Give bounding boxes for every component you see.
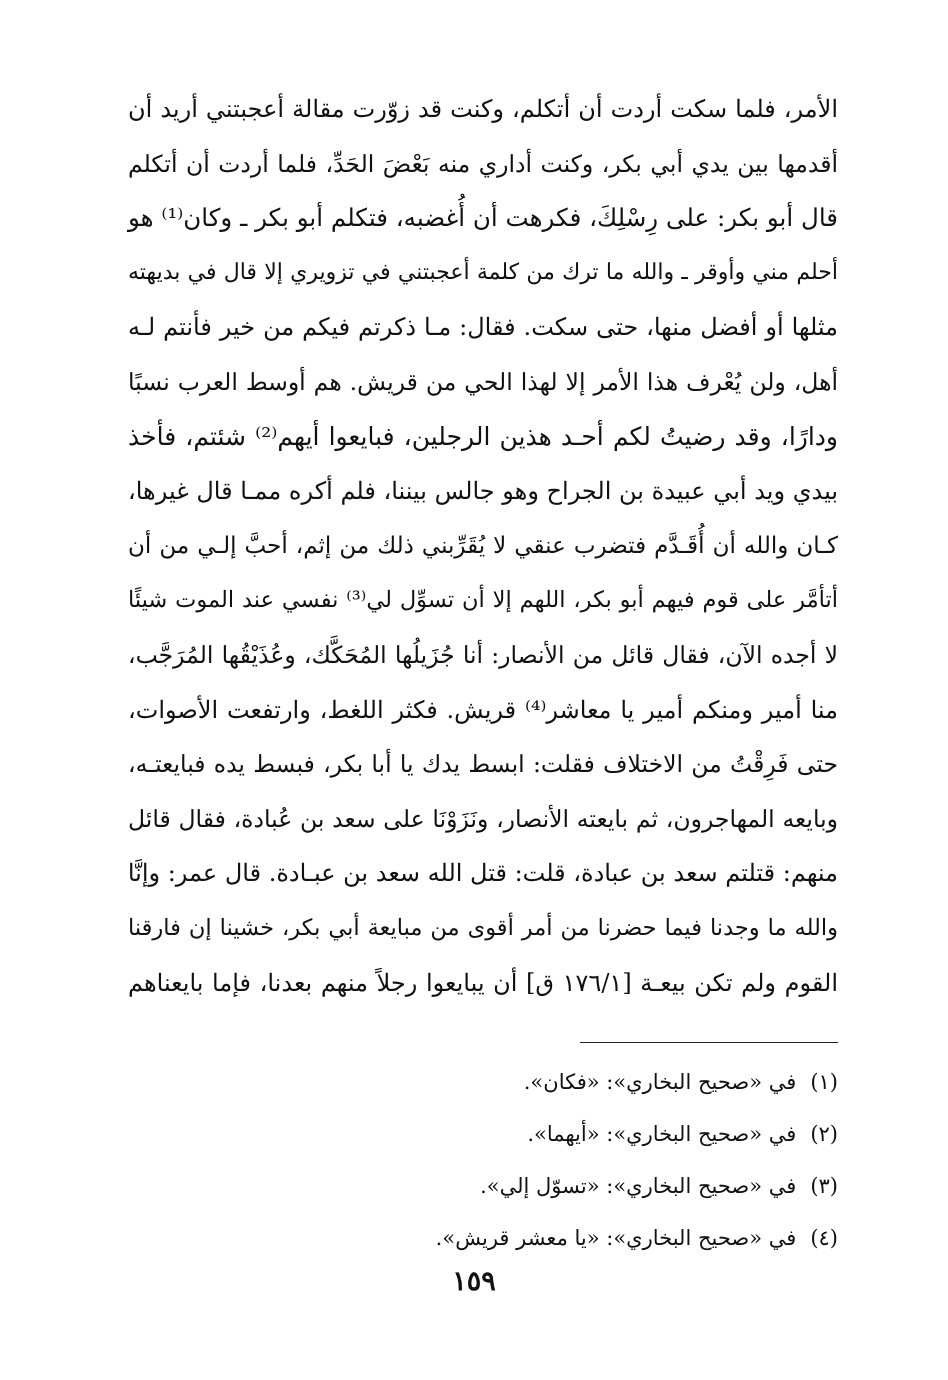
footnote-item	[338, 1108, 838, 1160]
footnotes	[338, 1056, 838, 1264]
text-line: حتى فَرِقْتُ من الاختلاف فقلت: ابسط يدك يا أبا بكر، فبسط يده فبايعتـه،	[128, 750, 838, 779]
footnote-text: في «صحيح البخاري»: «يا معشر قريش».	[435, 1226, 797, 1250]
footnote-text: في «صحيح البخاري»: «فكان».	[523, 1070, 797, 1094]
text-line: وبايعه المهاجرون، ثم بايعته الأنصار، ونَزَوْنَا على سعد بن عُبادة، فقال قائل	[128, 804, 838, 833]
footnote-item	[338, 1056, 838, 1108]
footnote-text: في «صحيح البخاري»: «أيهما».	[527, 1122, 797, 1146]
footnote-number: (١)	[810, 1070, 838, 1094]
text-line: والله ما وجدنا فيما حضرنا من أمر أقوى من مبايعة أبي بكر، خشينا إن فارقنا	[128, 914, 838, 941]
text-line: ودارًا، وقد رضيتُ لكم أحـد هذين الرجلين، فبايعوا أيهم⁽²⁾ شئتم، فأخذ	[128, 421, 838, 451]
text-line: مثلها أو أفضل منها، حتى سكت. فقال: مـا ذكرتم فيكم من خير فأنتم لـه	[128, 313, 838, 342]
text-line: القوم ولم تكن بيعـة [١٧٦/١ ق] أن يبايعوا رجلاً منهم بعدنا، فإما بايعناهم	[128, 968, 839, 997]
footnote-number: (٣)	[810, 1174, 838, 1198]
footnote-number: (٢)	[810, 1122, 838, 1146]
text-line: أتأمَّر على قوم فيهم أبو بكر، اللهم إلا أن تسوِّل لي⁽³⁾ نفسي عند الموت شيئًا	[128, 587, 838, 614]
text-line: منهم: قتلتم سعد بن عبادة، قلت: قتل الله سعد بن عبـادة. قال عمر: وإنَّا	[127, 859, 838, 888]
text-line: بيدي ويد أبي عبيدة بن الجراح وهو جالس بيننا، فلم أكره ممـا قال غيرها،	[127, 477, 838, 506]
footnote-separator	[580, 1042, 838, 1043]
main-text-block	[128, 82, 838, 1010]
footnote-item	[338, 1160, 838, 1212]
text-line: قال أبو بكر: على رِسْلِكَ، فكرهت أن أُغضبه، فتكلم أبو بكر ـ وكان⁽¹⁾ هو	[128, 203, 838, 233]
text-line: أحلم مني وأوقر ـ والله ما ترك من كلمة أعجبتني في تزويري إلا قال في بديهته	[128, 259, 838, 285]
text-line: أهل، ولن يُعْرف هذا الأمر إلا لهذا الحي من قريش. هم أوسط العرب نسبًا	[128, 367, 838, 396]
page-number: ١٥٩	[452, 1266, 496, 1297]
footnote-item	[338, 1212, 838, 1264]
footnote-text: في «صحيح البخاري»: «تسوّل إلي».	[480, 1174, 797, 1198]
text-line: لا أجده الآن، فقال قائل من الأنصار: أنا جُزَيلُها المُحَكَّك، وعُذَيْقُها المُرَجَّب،	[128, 640, 838, 669]
text-line: أقدمها بين يدي أبي بكر، وكنت أداري منه بَعْضَ الحَدِّ، فلما أردت أن أتكلم	[128, 149, 838, 178]
text-line: منا أمير ومنكم أمير يا معاشر⁽⁴⁾ قريش. فكثر اللغط، وارتفعت الأصوات،	[128, 695, 839, 724]
text-line: الأمر، فلما سكت أردت أن أتكلم، وكنت قد زوّرت مقالة أعجبتني أريد أن	[128, 95, 838, 123]
text-line: كـان والله أن أُقَـدَّم فتضرب عنقي لا يُقَرِّبني ذلك من إثم، أحبَّ إلـي من أن	[128, 532, 838, 559]
footnote-number: (٤)	[810, 1226, 838, 1250]
